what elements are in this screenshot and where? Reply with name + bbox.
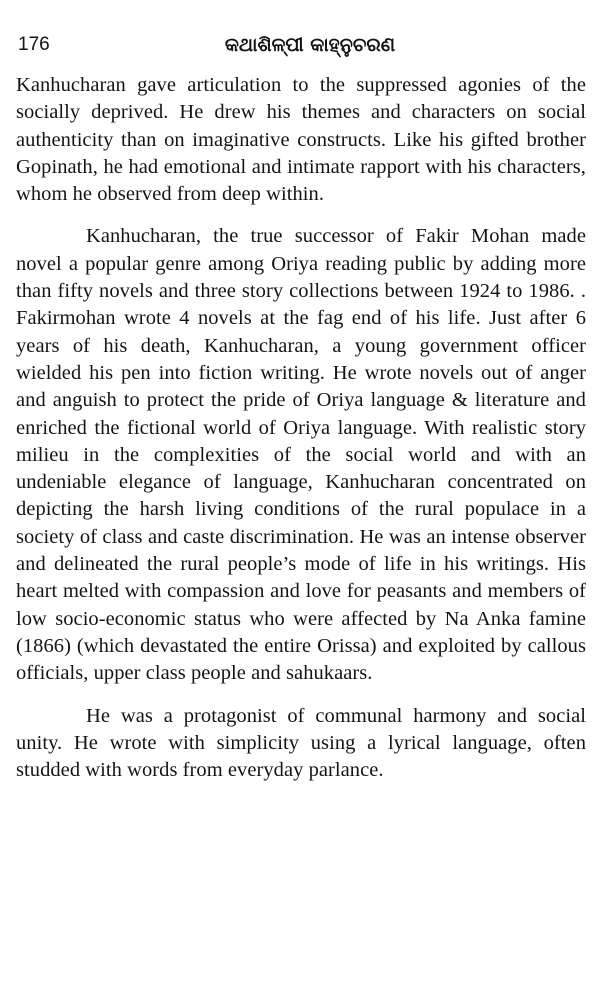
page-header bbox=[16, 30, 584, 60]
running-title: କଥାଶିଳ୍ପୀ କାହ୍ନୁଚରଣ bbox=[224, 34, 396, 56]
paragraph-2: Kanhucharan, the true successor of Fakir Mohan made novel a popular genre among Oriya reading public by adding more than fifty novels and three story collections between 1924 to 1986. . Fakirmohan wrote 4 novels at the fag end of his life. Just after 6 years of his death, Kanhucharan, a young government officer wielded his pen into fiction writing. He wrote novels out of anger and anguish to protect the pride of Oriya language & literature and enriched the fictional world of Oriya language. With realistic story milieu in the complexities of the social world and with an undeniable elegance of language, Kanhucharan concentrated on depicting the harsh living conditions of the rural populace in a society of class and caste discrimination. He was an intense observer and delineated the rural people’s mode of life in his writings. His heart melted with compassion and love for peasants and members of low socio-economic status who were affected by Na Anka famine (1866) (which devastated the entire Orissa) and exploited by callous officials, upper class people and sahukaars. bbox=[16, 225, 586, 685]
body-text bbox=[16, 72, 586, 784]
paragraph-1: Kanhucharan gave articulation to the suppressed agonies of the socially deprived. He drew his themes and characters on social authenticity than on imaginative constructs. Like his gifted brother Gopinath, he had emotional and intimate rapport with his characters, whom he observed from deep within. bbox=[16, 74, 586, 206]
page-number: 176 bbox=[18, 34, 50, 55]
paragraph-3: He was a protagonist of communal harmony and social unity. He wrote with simplicity using a lyrical language, often studded with words from everyday parlance. bbox=[16, 704, 586, 782]
